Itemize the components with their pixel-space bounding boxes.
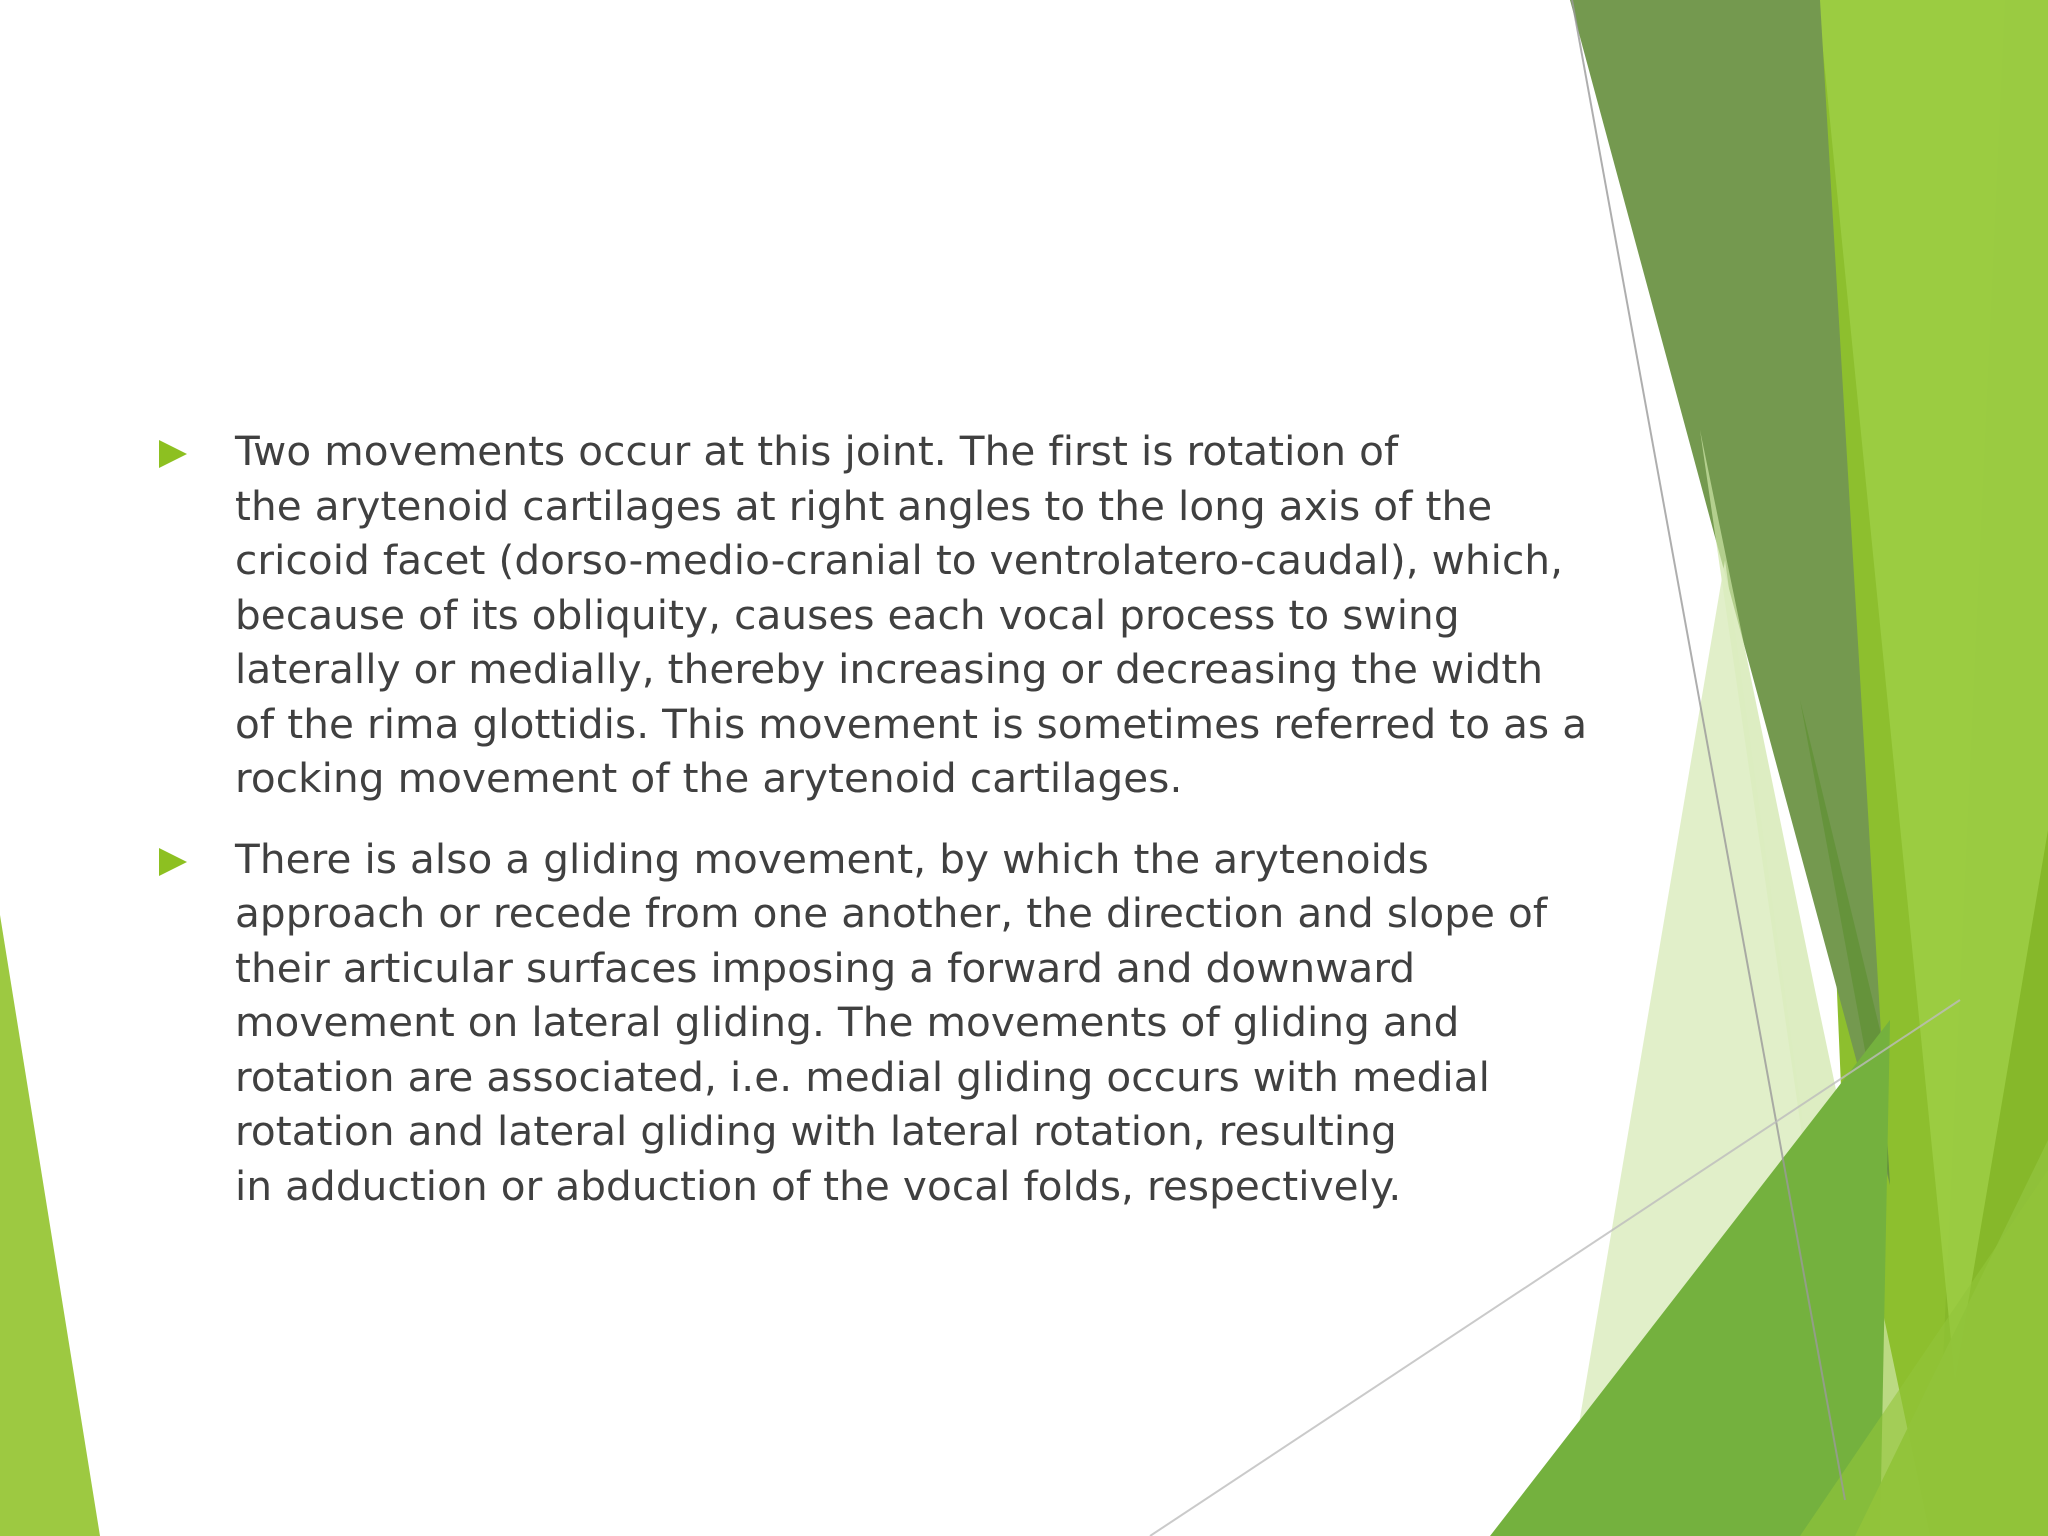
bullet-item-gliding [155,832,1615,1214]
bullet-text: Two movements occur at this joint. The first is rotation of the arytenoid cartilages at right angles to the long axis of the cricoid facet (dorso-medio-cranial to ventrolatero-caudal), which, because of its obliquity, causes each vocal process to swing laterally or medially, thereby increasing or decreasing the width of the rima glottidis. This movement is sometimes referred to as a rocking movement of the arytenoid cartilages. [235,427,1588,802]
triangle-bullet-icon [159,440,187,468]
bullet-item-rotation [155,424,1615,806]
left-green-sliver [0,915,100,1536]
triangle-bullet-icon [159,848,187,876]
bullet-text: There is also a gliding movement, by which the arytenoids approach or recede from one another, the direction and slope of their articular surfaces imposing a forward and downward movement on lateral gliding. The movements of gliding and rotation are associated, i.e. medial gliding occurs with medial rotation and lateral gliding with lateral rotation, resulting in adduction or abduction of the vocal folds, respectively. [235,834,1548,1210]
slide-body [155,424,1615,1239]
